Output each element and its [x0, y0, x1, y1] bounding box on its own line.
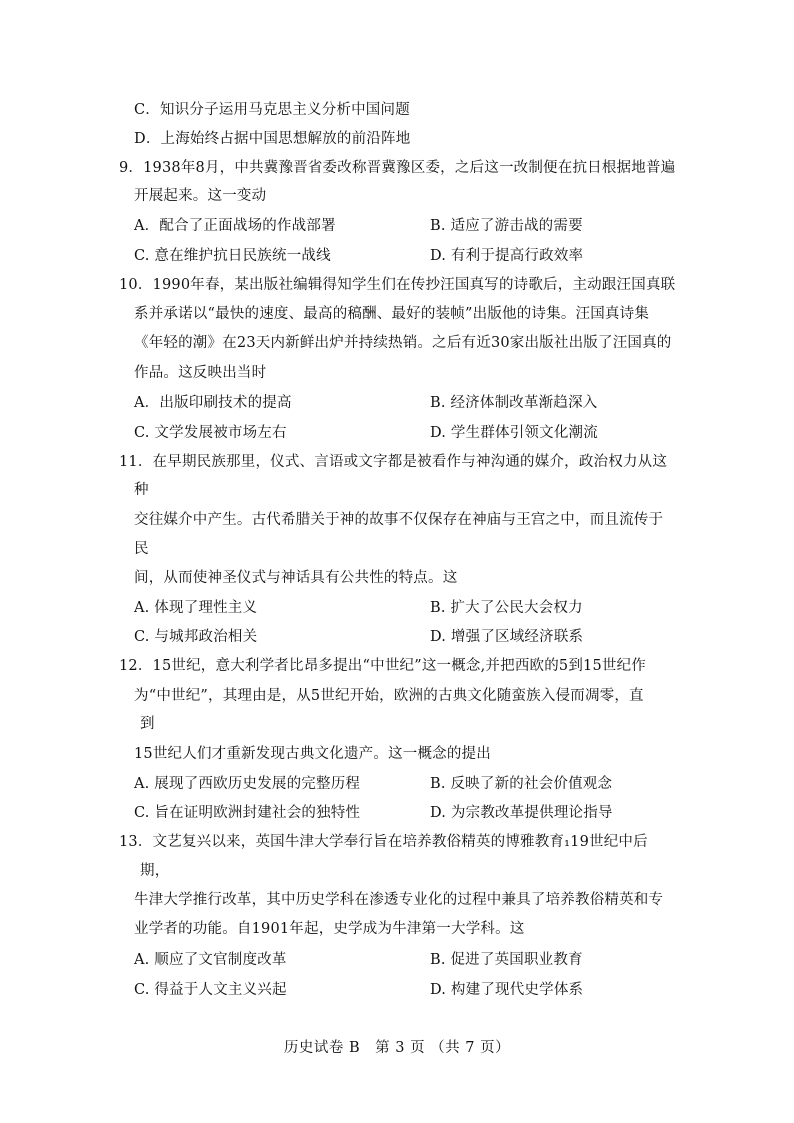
q9-option-a: A．配合了正面战场的作战部署	[134, 218, 336, 234]
q11-stem-line-3: 间，从而使神圣仪式与神话具有公共性的特点。这	[134, 570, 458, 586]
q13-option-c: C. 得益于人文主义兴起	[134, 982, 287, 998]
q10-option-a: A．出版印刷技术的提高	[134, 395, 292, 411]
page-footer: 历史试卷 B 第 3 页 （共 7 页）	[283, 1040, 511, 1056]
q12-option-c: C. 旨在证明欧洲封建社会的独特性	[134, 805, 361, 821]
q10-stem-line-4: 作品。这反映出当时	[134, 365, 267, 381]
q9-option-c: C. 意在维护抗日民族统一战线	[134, 248, 331, 264]
q12-stem-line-3: 15世纪人们才重新发现古典文化遗产。这一概念的提出	[134, 746, 491, 762]
q8-option-d: D．上海始终占据中国思想解放的前沿阵地	[134, 131, 411, 147]
q9-stem-line-2: 开展起来。这一变动	[134, 188, 267, 204]
q13-option-a: A. 顺应了文官制度改革	[134, 952, 287, 968]
q12-option-a: A. 展现了西欧历史发展的完整历程	[134, 776, 361, 792]
q13-option-b: B. 促进了英国职业教育	[430, 952, 583, 968]
q9-stem-line-1: 9．1938年8月，中共冀豫晋省委改称晋冀豫区委，之后这一改制便在抗日根据地普遍	[119, 160, 676, 176]
q13-stem-line-1: 13．文艺复兴以来，英国牛津大学奉行旨在培养教俗精英的博雅教育₁19世纪中后	[119, 834, 648, 850]
q10-stem-line-2: 系并承诺以“最快的速度、最高的稿酬、最好的装帧”出版他的诗集。汪国真诗集	[134, 306, 650, 322]
q11-stem-line-1-wrap: 种	[134, 482, 149, 498]
q13-option-d: D. 构建了现代史学体系	[430, 982, 584, 998]
q12-stem-line-1: 12．15世纪，意大利学者比昂多提出“中世纪”这一概念,并把西欧的5到15世纪作	[119, 658, 647, 674]
q13-stem-line-3: 业学者的功能。自1901年起，史学成为牛津第一大学科。这	[134, 921, 525, 937]
q13-stem-line-2: 牛津大学推行改革，其中历史学科在渗透专业化的过程中兼具了培养教俗精英和专	[134, 892, 664, 908]
q11-option-a: A. 体现了理性主义	[134, 600, 258, 616]
q10-stem-line-1: 10．1990年春，某出版社编辑得知学生们在传抄汪国真写的诗歌后，主动跟汪国真联	[119, 277, 676, 293]
q10-option-d: D. 学生群体引领文化潮流	[430, 425, 598, 441]
q8-option-c: C．知识分子运用马克思主义分析中国问题	[134, 102, 410, 118]
q9-option-b: B. 适应了游击战的需要	[430, 218, 583, 234]
q12-option-b: B. 反映了新的社会价值观念	[430, 776, 613, 792]
q11-stem-line-1: 11．在早期民族那里，仪式、言语或文字都是被看作与神沟通的媒介，政治权力从这	[119, 454, 668, 470]
q9-option-d: D. 有利于提高行政效率	[430, 248, 584, 264]
q10-option-b: B. 经济体制改革渐趋深入	[430, 395, 598, 411]
q12-stem-line-2-wrap: 到	[140, 716, 155, 732]
q13-stem-line-1-wrap: 期，	[140, 863, 170, 879]
q11-stem-line-2: 交往媒介中产生。古代希腊关于神的故事不仅保存在神庙与王宫之中，而且流传于	[134, 512, 664, 528]
q11-option-b: B. 扩大了公民大会权力	[430, 600, 583, 616]
q11-option-c: C. 与城邦政治相关	[134, 629, 258, 645]
q12-stem-line-2: 为“中世纪”，其理由是，从5世纪开始，欧洲的古典文化随蛮族入侵而凋零，直	[134, 688, 644, 704]
q11-stem-line-2-wrap: 民	[134, 541, 149, 557]
q12-option-d: D. 为宗教改革提供理论指导	[430, 805, 613, 821]
q10-option-c: C. 文学发展被市场左右	[134, 425, 287, 441]
q11-option-d: D. 增强了区域经济联系	[430, 629, 584, 645]
q10-stem-line-3: 《年轻的潮》在23天内新鲜出炉并持续热销。之后有近30家出版社出版了汪国真的	[134, 335, 672, 351]
